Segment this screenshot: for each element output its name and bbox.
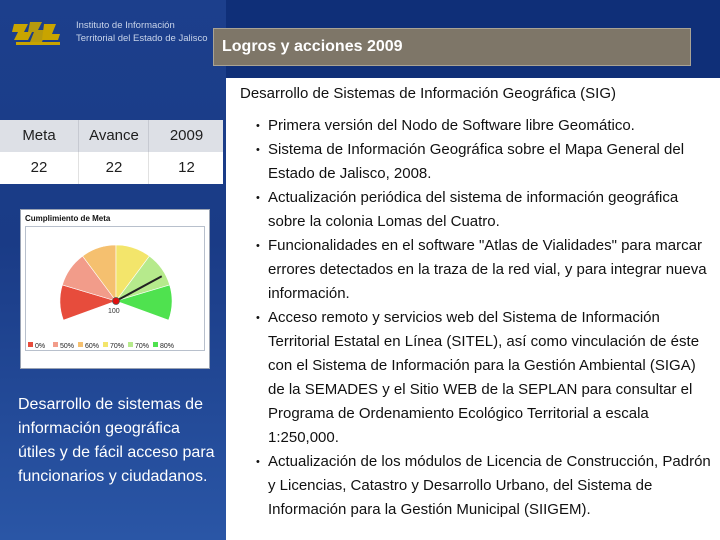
tagline: Desarrollo de sistemas de información geográfica útiles y de fácil acceso para funcionarios y ciudadanos. bbox=[18, 396, 215, 485]
metrics-value-row bbox=[0, 152, 223, 184]
legend-item bbox=[128, 342, 149, 352]
metrics-value-2009: 12 bbox=[148, 152, 224, 184]
bullet-icon: • bbox=[256, 120, 260, 132]
legend-label: 70% bbox=[135, 343, 150, 350]
bullet-icon: • bbox=[256, 192, 260, 204]
legend-swatch bbox=[53, 342, 58, 347]
metrics-header-avance: Avance bbox=[78, 120, 149, 152]
legend-item bbox=[103, 342, 124, 352]
legend-label: 50% bbox=[60, 343, 75, 350]
list-item-text: Primera versión del Nodo de Software libre Geomático. bbox=[268, 117, 635, 134]
gauge-chart bbox=[26, 227, 204, 350]
gauge-hub bbox=[113, 298, 120, 305]
legend-label: 80% bbox=[160, 343, 175, 350]
legend-swatch bbox=[28, 342, 33, 347]
legend-item bbox=[28, 342, 45, 352]
legend-label: 60% bbox=[85, 343, 100, 350]
bullet-icon: • bbox=[256, 456, 260, 468]
list-item-text: Actualización periódica del sistema de información geográfica sobre la colonia Lomas del Cuatro. bbox=[268, 189, 679, 230]
list-item-text: Actualización de los módulos de Licencia de Construcción, Padrón y Licencias, Catastro y Desarrollo Urbano, del Sistema de Información para la Gestión Municipal (SIIGEM). bbox=[268, 453, 711, 518]
metrics-table bbox=[0, 120, 223, 184]
iit-logo-icon bbox=[12, 18, 64, 46]
legend-item bbox=[153, 342, 174, 352]
legend-swatch bbox=[128, 342, 133, 347]
bullet-icon: • bbox=[256, 144, 260, 156]
list-item bbox=[240, 186, 712, 234]
list-item bbox=[240, 138, 712, 186]
legend-swatch bbox=[103, 342, 108, 347]
section-title: Desarrollo de Sistemas de Información Geográfica (SIG) bbox=[240, 85, 616, 102]
metrics-header-2009: 2009 bbox=[148, 120, 224, 152]
achievement-list bbox=[240, 114, 712, 522]
institute-line-1: Instituto de Información bbox=[76, 20, 175, 31]
metrics-value-meta: 22 bbox=[30, 159, 48, 176]
bullet-icon: • bbox=[256, 240, 260, 252]
gauge-title: Cumplimiento de Meta bbox=[25, 214, 111, 223]
metrics-value-avance: 22 bbox=[78, 152, 149, 184]
legend-item bbox=[53, 342, 74, 352]
list-item bbox=[240, 306, 712, 450]
list-item bbox=[240, 114, 712, 138]
legend-swatch bbox=[78, 342, 83, 347]
gauge-frame bbox=[25, 226, 205, 351]
legend-label: 70% bbox=[110, 343, 125, 350]
header-banner: Logros y acciones 2009 bbox=[213, 28, 691, 66]
list-item-text: Sistema de Información Geográfica sobre el Mapa General del Estado de Jalisco, 2008. bbox=[268, 141, 685, 182]
metrics-header-meta: Meta bbox=[22, 127, 56, 144]
legend-item bbox=[78, 342, 99, 352]
list-item-text: Funcionalidades en el software "Atlas de Vialidades" para marcar errores detectados en la traza de la red vial, y para integrar nueva información. bbox=[268, 237, 707, 302]
institute-line-2: Territorial del Estado de Jalisco bbox=[76, 33, 208, 44]
list-item bbox=[240, 450, 712, 522]
institute-name bbox=[76, 19, 226, 45]
list-item bbox=[240, 234, 712, 306]
metrics-header-row bbox=[0, 120, 223, 152]
legend-label: 0% bbox=[35, 343, 46, 350]
gauge-center-label: 100 bbox=[108, 308, 120, 315]
list-item-text: Acceso remoto y servicios web del Sistema de Información Territorial Estatal en Línea (SITEL), así como vinculación de éste con el Sistema de Información para la Gestión Ambiental (SIGA) de la SEMADES y el Sitio WEB de la SEPLAN para consultar el Programa de Ordenamiento Ecológico Territorial a escala 1:250,000. bbox=[268, 309, 700, 446]
legend-swatch bbox=[153, 342, 158, 347]
bullet-icon: • bbox=[256, 312, 260, 324]
